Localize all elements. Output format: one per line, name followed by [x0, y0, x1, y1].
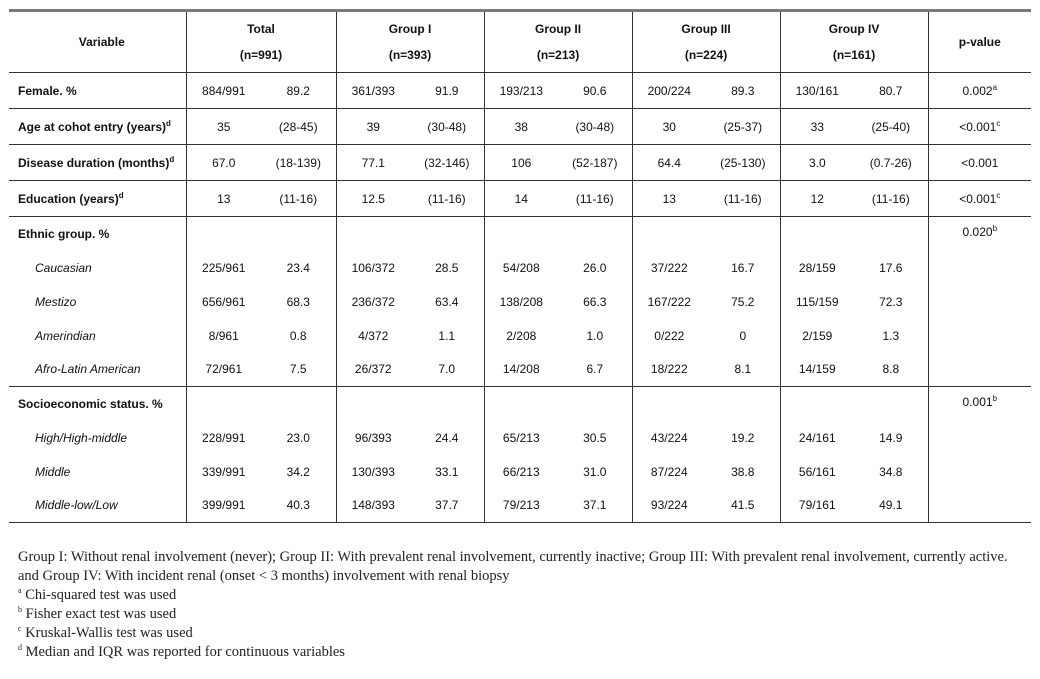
data-cell: 0.8 [261, 319, 336, 353]
data-cell: 66/213 [502, 464, 540, 479]
data-cell: 35 [186, 109, 261, 145]
table-row-female [9, 73, 1031, 109]
data-cell: 68.3 [261, 285, 336, 319]
data-cell: 90.6 [558, 73, 632, 109]
footnote-c-marker: c [18, 624, 22, 634]
header-group-1-name: Group I [388, 22, 432, 36]
data-cell: 130/161 [780, 73, 854, 109]
data-cell [632, 387, 706, 421]
header-row [9, 11, 1031, 73]
p-value-cell-ethnic [928, 217, 1031, 387]
data-cell: 43/224 [650, 430, 688, 445]
header-group-1-n: (n=393) [388, 48, 432, 62]
data-cell: 8.1 [706, 353, 780, 387]
data-cell: 49.1 [854, 489, 928, 523]
data-cell: 130/393 [351, 464, 395, 479]
p-value-cell [928, 73, 1031, 109]
data-cell: 1.3 [854, 319, 928, 353]
data-cell [632, 217, 706, 251]
data-cell: 89.3 [706, 73, 780, 109]
header-group-4-name: Group IV [828, 22, 880, 36]
header-group-1 [336, 11, 484, 73]
row-label-duration [9, 145, 186, 181]
row-label-age [9, 109, 186, 145]
data-cell: 8.8 [854, 353, 928, 387]
data-cell: 1.0 [558, 319, 632, 353]
header-group-3-n: (n=224) [684, 48, 728, 62]
data-cell: 236/372 [351, 294, 395, 309]
data-cell: 30 [632, 109, 706, 145]
data-cell [780, 387, 854, 421]
data-cell: 56/161 [798, 464, 836, 479]
data-cell: 37.7 [410, 489, 484, 523]
table-container [9, 9, 1031, 523]
data-cell: 72.3 [854, 285, 928, 319]
table-row-ethnic-item [9, 251, 1031, 285]
header-group-2-name: Group II [535, 22, 582, 36]
data-cell: (25-37) [706, 109, 780, 145]
data-cell: 884/991 [186, 73, 261, 109]
data-cell: (30-48) [558, 109, 632, 145]
data-cell: (32-146) [410, 145, 484, 181]
row-label-text: Female. % [18, 83, 77, 98]
data-cell: 40.3 [261, 489, 336, 523]
data-cell: 167/222 [647, 294, 691, 309]
data-cell: 89.2 [261, 73, 336, 109]
data-cell: 96/393 [354, 430, 392, 445]
data-cell: 91.9 [410, 73, 484, 109]
header-total-n: (n=991) [239, 48, 283, 62]
row-label: Middle [9, 455, 186, 489]
table-footnotes [18, 548, 1028, 662]
data-cell: (11-16) [410, 181, 484, 217]
data-cell: 193/213 [484, 73, 558, 109]
header-group-4-n: (n=161) [832, 48, 876, 62]
data-cell: (0.7-26) [854, 145, 928, 181]
p-value-sup: b [992, 224, 998, 233]
data-cell: 106/372 [351, 260, 395, 275]
header-pvalue: p-value [928, 11, 1031, 73]
section-header-ses [9, 387, 1031, 421]
data-cell: 28/159 [798, 260, 836, 275]
data-cell [854, 387, 928, 421]
data-cell [410, 217, 484, 251]
table-row-ethnic-item [9, 353, 1031, 387]
data-cell: 1.1 [410, 319, 484, 353]
row-label-education [9, 181, 186, 217]
data-cell: 138/208 [499, 294, 543, 309]
data-cell [186, 387, 261, 421]
data-cell: 2/208 [506, 328, 537, 343]
data-cell: 79/213 [484, 489, 558, 523]
row-label: Caucasian [9, 251, 186, 285]
header-group-3 [632, 11, 780, 73]
data-cell [484, 387, 558, 421]
p-value-text: <0.001 [961, 155, 999, 170]
data-cell: 33 [780, 109, 854, 145]
row-label-sup: d [169, 154, 175, 164]
row-label-text: Age at cohot entry (years) [18, 119, 167, 134]
data-cell: 39 [336, 109, 410, 145]
table-row-ses-item [9, 455, 1031, 489]
data-cell: (11-16) [261, 181, 336, 217]
section-header-ethnic [9, 217, 1031, 251]
data-cell: 24/161 [798, 430, 836, 445]
row-label: High/High-middle [9, 421, 186, 455]
data-cell: 19.2 [706, 421, 780, 455]
data-cell [706, 217, 780, 251]
data-cell: 31.0 [558, 455, 632, 489]
p-value-cell-ses [928, 387, 1031, 523]
data-cell [410, 387, 484, 421]
row-label-sup: d [118, 190, 124, 200]
row-label: Amerindian [9, 319, 186, 353]
data-cell: 148/393 [336, 489, 410, 523]
data-cell [706, 387, 780, 421]
footnote-c-text: Kruskal-Wallis test was used [21, 625, 193, 641]
table-row-ethnic-item [9, 285, 1031, 319]
data-cell: 80.7 [854, 73, 928, 109]
p-value-sup: b [992, 394, 998, 403]
data-cell: 65/213 [502, 430, 540, 445]
data-cell [336, 217, 410, 251]
data-cell [558, 387, 632, 421]
data-cell [336, 387, 410, 421]
data-cell: 37.1 [558, 489, 632, 523]
data-cell: 13 [632, 181, 706, 217]
data-cell: 23.0 [261, 421, 336, 455]
data-cell: 225/961 [202, 260, 246, 275]
data-cell: 34.8 [854, 455, 928, 489]
footnote-groups: Group I: Without renal involvement (never); Group II: With prevalent renal involvement, currently inactive; Group III: With prevalent renal involvement, currently active. and Group IV: With incident renal (onset < 3 months) involvement with renal biopsy [18, 549, 1008, 584]
data-cell: 7.5 [261, 353, 336, 387]
data-cell: (52-187) [558, 145, 632, 181]
data-cell: 16.7 [706, 251, 780, 285]
data-cell: 41.5 [706, 489, 780, 523]
footnote-d [18, 643, 1028, 662]
data-cell: 23.4 [261, 251, 336, 285]
row-label-text: Disease duration (months) [18, 155, 170, 170]
header-variable: Variable [9, 11, 186, 73]
data-cell [261, 217, 336, 251]
p-value-sup: a [992, 82, 998, 92]
data-cell: 14.9 [854, 421, 928, 455]
p-value-text: <0.001 [959, 191, 997, 206]
section-label-ethnic: Ethnic group. % [9, 217, 186, 251]
data-cell: 0/222 [654, 328, 685, 343]
header-group-3-name: Group III [681, 22, 731, 36]
table-row-ses-item [9, 421, 1031, 455]
data-cell: 17.6 [854, 251, 928, 285]
p-value-cell [928, 109, 1031, 145]
data-cell: 75.2 [706, 285, 780, 319]
header-group-2-n: (n=213) [536, 48, 580, 62]
data-cell: (25-40) [854, 109, 928, 145]
data-cell: 18/222 [632, 353, 706, 387]
data-cell: 38.8 [706, 455, 780, 489]
header-group-2 [484, 11, 632, 73]
row-label-female [9, 73, 186, 109]
p-value-text: <0.001 [959, 119, 997, 134]
footnote-a-text: Chi-squared test was used [21, 587, 177, 603]
data-cell [484, 217, 558, 251]
data-cell: 361/393 [336, 73, 410, 109]
data-cell: 2/159 [802, 328, 833, 343]
data-cell: 656/961 [202, 294, 246, 309]
p-value-text: 0.002 [962, 83, 993, 98]
data-cell: (11-16) [854, 181, 928, 217]
footnote-b-text: Fisher exact test was used [22, 606, 177, 622]
data-cell: 28.5 [410, 251, 484, 285]
row-label: Middle-low/Low [9, 489, 186, 523]
data-cell [780, 217, 854, 251]
data-cell [558, 217, 632, 251]
data-cell: 4/372 [358, 328, 389, 343]
data-cell: 200/224 [632, 73, 706, 109]
data-cell: 87/224 [650, 464, 688, 479]
data-cell [261, 387, 336, 421]
data-cell: 72/961 [186, 353, 261, 387]
data-cell: 30.5 [558, 421, 632, 455]
data-cell: 33.1 [410, 455, 484, 489]
data-cell: (25-130) [706, 145, 780, 181]
data-cell: 106 [484, 145, 558, 181]
data-cell: 34.2 [261, 455, 336, 489]
data-cell: 7.0 [410, 353, 484, 387]
footnote-b [18, 605, 1028, 624]
data-cell: 8/961 [208, 328, 239, 343]
data-cell [186, 217, 261, 251]
p-value-text: 0.001 [962, 395, 993, 409]
data-cell: (11-16) [558, 181, 632, 217]
data-cell: 3.0 [780, 145, 854, 181]
data-cell: 77.1 [336, 145, 410, 181]
header-total-name: Total [247, 22, 275, 36]
footnote-d-marker: d [18, 643, 22, 653]
footnote-b-marker: b [18, 605, 22, 615]
section-label-ses: Socioeconomic status. % [9, 387, 186, 421]
p-value-cell [928, 181, 1031, 217]
footnote-d-text: Median and IQR was reported for continuous variables [22, 644, 345, 660]
data-cell: 228/991 [202, 430, 246, 445]
table-row-ethnic-item [9, 319, 1031, 353]
row-label-sup: d [166, 118, 171, 128]
p-value-sup: c [996, 190, 1001, 200]
data-cell: 26/372 [336, 353, 410, 387]
data-cell: 64.4 [632, 145, 706, 181]
data-cell: 38 [484, 109, 558, 145]
data-cell: 37/222 [650, 260, 688, 275]
row-label: Afro-Latin American [9, 353, 186, 387]
footnote-a-marker: a [18, 586, 22, 596]
data-cell: 63.4 [410, 285, 484, 319]
data-cell: 14/159 [780, 353, 854, 387]
data-cell: 14/208 [484, 353, 558, 387]
row-label-text: Education (years) [18, 191, 119, 206]
table-row-duration [9, 145, 1031, 181]
data-cell: 79/161 [780, 489, 854, 523]
data-cell [854, 217, 928, 251]
data-cell: 93/224 [632, 489, 706, 523]
data-cell: 12 [780, 181, 854, 217]
p-value-cell [928, 145, 1031, 181]
footnote-c [18, 624, 1028, 643]
data-cell: 6.7 [558, 353, 632, 387]
data-cell: (28-45) [261, 109, 336, 145]
row-label: Mestizo [9, 285, 186, 319]
data-cell: 399/991 [186, 489, 261, 523]
header-group-4 [780, 11, 928, 73]
header-total [186, 11, 336, 73]
data-cell: 14 [484, 181, 558, 217]
p-value-text: 0.020 [962, 225, 993, 239]
p-value-sup: c [996, 118, 1001, 128]
data-cell: 0 [706, 319, 780, 353]
data-cell: 66.3 [558, 285, 632, 319]
data-cell: 115/159 [796, 294, 839, 309]
data-cell: 339/991 [202, 464, 246, 479]
data-cell: 67.0 [186, 145, 261, 181]
footnote-a [18, 586, 1028, 605]
data-cell: 13 [186, 181, 261, 217]
table-row-age [9, 109, 1031, 145]
data-cell: 26.0 [558, 251, 632, 285]
table-row-education [9, 181, 1031, 217]
data-cell: 12.5 [336, 181, 410, 217]
data-cell: (30-48) [410, 109, 484, 145]
table-row-ses-item [9, 489, 1031, 523]
data-cell: 24.4 [410, 421, 484, 455]
data-cell: (18-139) [261, 145, 336, 181]
baseline-characteristics-table [9, 9, 1031, 523]
data-cell: 54/208 [502, 260, 540, 275]
data-cell: (11-16) [706, 181, 780, 217]
